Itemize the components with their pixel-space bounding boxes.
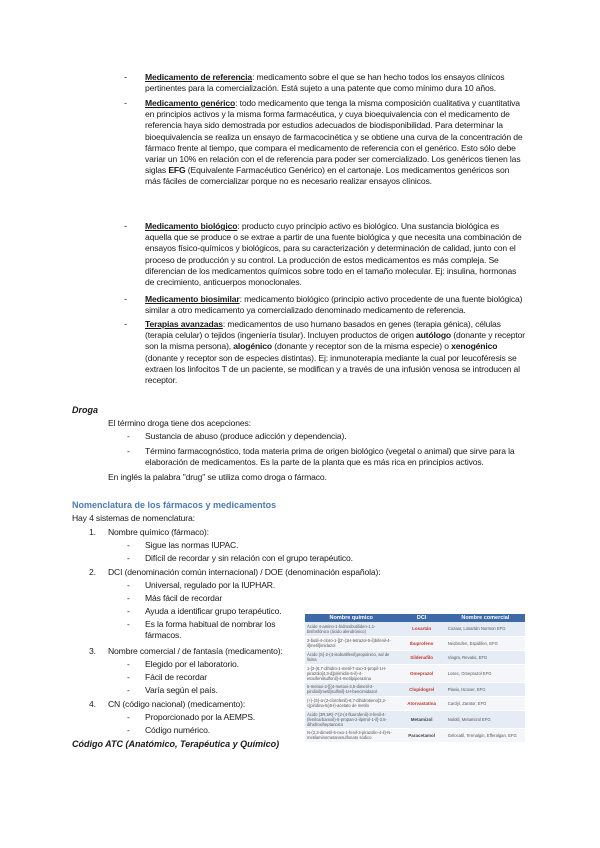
list-dash: - xyxy=(127,672,130,682)
cell-brand-name: Neobrufen, Espidifen, EFG xyxy=(446,636,525,650)
list-dash: - xyxy=(127,712,130,722)
droga-item: Sustancia de abuso (produce adicción y dependencia). xyxy=(145,431,347,441)
list-number: 4. xyxy=(89,699,96,709)
cell-chemical-name: 2-butil-4-cloro-1-[[2'-(1H-tetrazol-5-il)bifenil-4-il]metil]imidazol xyxy=(305,636,397,650)
system-item: Más fácil de recordar xyxy=(145,593,223,603)
cell-chemical-name: Ácido 4-amino-1-hidroxibutiliden-1,1-bisfosfónico (ácido alendrónico) xyxy=(305,622,397,636)
term-label: Medicamento de referencia xyxy=(145,72,253,82)
section-title: Nomenclatura de los fármacos y medicamentos xyxy=(72,500,277,510)
list-item: Medicamento biológico: producto cuyo principio activo es biológico. Una sustancia biológica es aquella que se produce o se extrae a partir de una fuente biológica y que necesita una combinación de ensayos físico-químicos y biológicos, para su caracterización y determinación de calidad, junto con el proceso de producción y su control. La producción de estos medicamentos es más compleja. Se diferencian de los medicamentos químicos sobre todo en el tamaño molecular. Ej: insulina, hormonas de crecimiento, anticuerpos monoclonales. xyxy=(145,221,522,288)
list-number: 3. xyxy=(89,646,96,656)
cell-chemical-name: N-(2,3-dimetil-5-oxo-1-fenil-3-pirazolin-4-il)-N-metilaminometanosulfonato sódico xyxy=(305,728,397,742)
list-dash: - xyxy=(124,294,127,304)
droga-item: Término farmacognóstico, toda materia prima de origen biológico (vegetal o animal) que sirve para la elaboración de medicamentos. Es la parte de la planta que es más rica en principios activos. xyxy=(145,446,515,468)
list-dash: - xyxy=(127,593,130,603)
list-dash: - xyxy=(127,446,130,456)
table-row xyxy=(305,682,525,696)
list-item: Terapias avanzadas: medicamentos de uso humano basados en genes (terapia génica), células (terapia celular) o tejidos (ingeniería tisular). Incluyen productos de origen autólogo (donante y receptor son la misma persona), alogénico (donante y receptor son de la misma especie) o xenogénico (donante y receptor son de especies distintas). Ej: inmunoterapia mediante la cual por leucoféresis se extraen los linfocitos T de un paciente, se modifican y a través de una infusión venosa se introducen al receptor. xyxy=(145,319,525,386)
system-item: Fácil de recordar xyxy=(145,672,207,682)
cell-chemical-name: 1-[3-(6,7-dihidro-1-metil-7-oxo-3-propil-1H-pirazolo[4,3-d]pirimidin-5-il)-4-etoxifenilsulfonil]-4-metilpiperazina xyxy=(305,664,397,682)
droga-note: En inglés la palabra "drug" se utiliza como droga o fármaco. xyxy=(108,472,327,482)
atc-heading: Código ATC (Anatómico, Terapéutica y Químico) xyxy=(72,739,280,749)
list-dash: - xyxy=(127,725,130,735)
table-row xyxy=(305,710,525,728)
cell-brand-name: Losec, Omeprazol EFG xyxy=(446,664,525,682)
system-item: Proporcionado por la AEMPS. xyxy=(145,712,256,722)
table-row xyxy=(305,728,525,742)
list-dash: - xyxy=(127,619,130,629)
cell-dci: Atorvastatina xyxy=(397,696,445,710)
system-label: DCI (denominación común internacional) / DOE (denominación española): xyxy=(108,567,381,577)
cell-brand-name: Viagra, Revatio, EFG xyxy=(446,650,525,664)
column-header: DCI xyxy=(397,614,445,622)
list-dash: - xyxy=(124,98,127,108)
cell-brand-name: Plavix, Iscover, EFG xyxy=(446,682,525,696)
cell-dci: Omeprazol xyxy=(397,664,445,682)
system-item: Varía según el país. xyxy=(145,685,218,695)
term-label: Medicamento genérico xyxy=(145,98,236,108)
cell-dci: Metamizol xyxy=(397,710,445,728)
cell-brand-name: Gelocatil, Termalgin, Efferalgan, EFG xyxy=(446,728,525,742)
list-item: Medicamento de referencia: medicamento sobre el que se han hecho todos los ensayos clínicos pertinentes para la comercialización. Está sujeto a una patente que como mínimo dura 10 años. xyxy=(145,72,505,94)
term-label: Terapias avanzadas xyxy=(145,319,223,329)
list-dash: - xyxy=(127,685,130,695)
system-label: CN (código nacional) (medicamento): xyxy=(108,699,246,709)
system-label: Nombre químico (fármaco): xyxy=(108,527,209,537)
system-item: Elegido por el laboratorio. xyxy=(145,659,239,669)
cell-dci: Paracetamol xyxy=(397,728,445,742)
system-item: Es la forma habitual de nombrar los fármacos. xyxy=(145,619,276,641)
list-item: Medicamento genérico: todo medicamento que tenga la misma composición cualitativa y cuantitativa en principios activos y la misma forma farmacéutica, y cuya bioequivalencia con el medicamento de referencia haya sido demostrada por estudios adecuados de biodisponibilidad. Para determinar la bioequivalencia se realiza un ensayo de farmacocinética y se obtiene una curva de la concentración de fármaco frente al tiempo, que compara el medicamento de referencia con el genérico. Esto sólo debe variar un 10% en relación con el de referencia para poder ser comercializado. Los genéricos tienen las siglas EFG (Equivalente Farmacéutico Genérico) en el cartonaje. Los medicamentos genéricos son más fáciles de comercializar porque no es necesario realizar ensayos clínicos. xyxy=(145,98,523,187)
column-header: Nombre comercial xyxy=(446,614,525,622)
cell-dci: Losartán xyxy=(397,622,445,636)
cell-dci: Sildenafilo xyxy=(397,650,445,664)
list-dash: - xyxy=(124,72,127,82)
system-item: Código numérico. xyxy=(145,725,210,735)
cell-chemical-name: (+)-(S)-α-(2-clorofenil)-6,7-dihidrotieno[3,2-c]piridina-5(4H)-acetato de metilo xyxy=(305,696,397,710)
list-dash: - xyxy=(127,606,130,616)
system-label: Nombre comercial / de fantasía (medicamento): xyxy=(108,646,283,656)
cell-brand-name: Cozaar, Losartán Normon EFG xyxy=(446,622,525,636)
list-number: 1. xyxy=(89,527,96,537)
system-item: Universal, regulado por la IUPHAR. xyxy=(145,580,276,590)
table-row xyxy=(305,650,525,664)
droga-heading: Droga xyxy=(72,405,99,415)
table-body xyxy=(305,622,525,742)
table-header-row xyxy=(305,614,525,622)
term-label: Medicamento biosimilar xyxy=(145,294,240,304)
list-dash: - xyxy=(127,540,130,550)
column-header: Nombre químico xyxy=(305,614,397,622)
cell-brand-name: Nolotil, Metamizol EFG xyxy=(446,710,525,728)
list-dash: - xyxy=(127,431,130,441)
list-dash: - xyxy=(127,580,130,590)
list-dash: - xyxy=(127,659,130,669)
cell-chemical-name: 5-metoxi-2-[[(4-metoxi-3,5-dimetil-2-piridinil)metil]sulfinil]-1H-bencimidazol xyxy=(305,682,397,696)
cell-brand-name: Cardyl, Zarator, EFG xyxy=(446,696,525,710)
term-label: Medicamento biológico xyxy=(145,221,238,231)
cell-dci: Ibuprofeno xyxy=(397,636,445,650)
nomenclature-table xyxy=(305,614,525,743)
system-item: Sigue las normas IUPAC. xyxy=(145,540,239,550)
table-row xyxy=(305,636,525,650)
droga-intro: El término droga tiene dos acepciones: xyxy=(108,418,251,428)
list-item: Medicamento biosimilar: medicamento biológico (principio activo procedente de una fuente biológica) similar a otro medicamento ya comercializado denominado medicamento de referencia. xyxy=(145,294,523,316)
list-number: 2. xyxy=(89,567,96,577)
table-row xyxy=(305,664,525,682)
cell-chemical-name: Ácido (S)-2-(4-isobutilfenil)propiónico, sal de lisina xyxy=(305,650,397,664)
list-dash: - xyxy=(124,221,127,231)
cell-chemical-name: Ácido (3R,5R)-7-[2-(4-fluorofenil)-3-fenil-4-(fenilcarbamoil)-5-propan-2-ilpirrol-1-il]-3,5-dihidroxiheptanoico xyxy=(305,710,397,728)
system-item: Ayuda a identificar grupo terapéutico. xyxy=(145,606,282,616)
list-dash: - xyxy=(127,553,130,563)
list-dash: - xyxy=(124,319,127,329)
nomenclatura-intro: Hay 4 sistemas de nomenclatura: xyxy=(72,513,195,523)
cell-dci: Clopidogrel xyxy=(397,682,445,696)
table-row xyxy=(305,696,525,710)
system-item: Difícil de recordar y sin relación con el grupo terapéutico. xyxy=(145,553,353,563)
table-row xyxy=(305,622,525,636)
